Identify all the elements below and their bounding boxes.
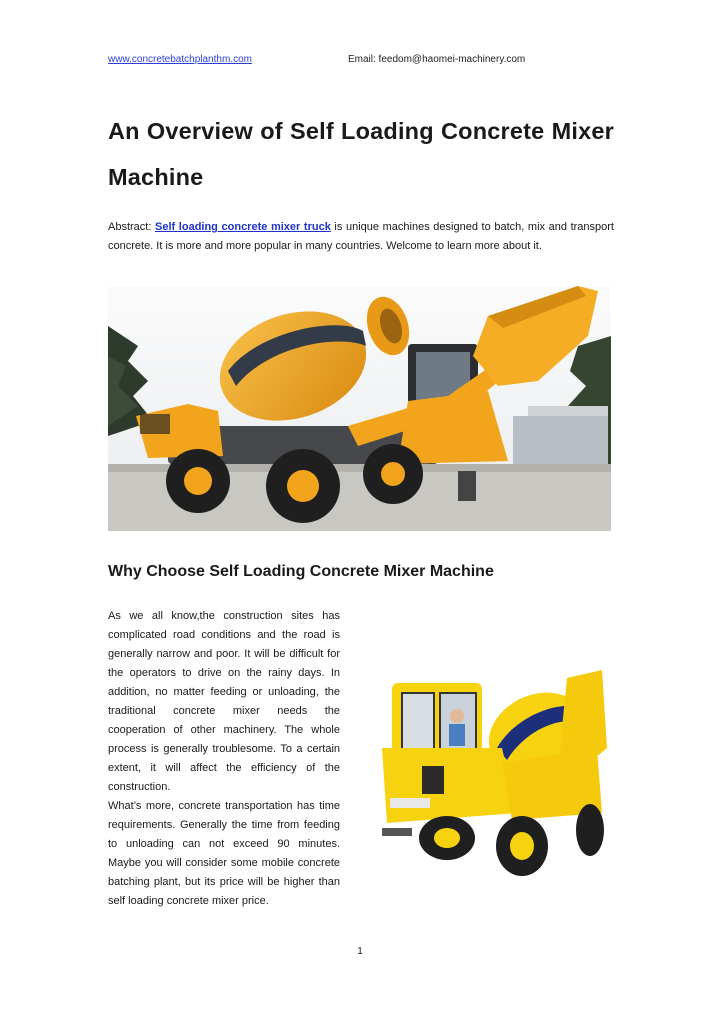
section-body [108, 607, 340, 911]
abstract-text: is unique machines designed to batch, mix and transport concrete. It is more and more popular in many countries. Welcome to learn more about it. [108, 221, 614, 252]
side-mixer-image [352, 598, 620, 892]
wheel-icon [496, 816, 548, 876]
website-link[interactable]: www.concretebatchplanthm.com [108, 54, 252, 65]
wheel-icon [166, 449, 230, 513]
body-paragraph: What’s more, concrete transportation has time requirements. Generally the time from feeding to unloading can not exceed 90 minutes. Maybe you will consider some mobile concrete batching plant, but its price will be higher than self loading concrete mixer price. [108, 800, 340, 907]
email-text: Email: feedom@haomei-machinery.com [348, 54, 526, 65]
abstract-prefix: Abstract: [108, 221, 156, 233]
hero-mixer-image [108, 286, 611, 531]
body-paragraph: As we all know,the construction sites has complicated road conditions and the road is generally narrow and poor. It will be difficult for the operators to drive on the rainy days. In addition, no matter feeding or unloading, the traditional concrete mixer needs the cooperation of other machinery. The whole process is generally troublesome. To a certain extent, it will affect the efficiency of the construction. [108, 610, 340, 793]
wheel-icon [266, 449, 340, 523]
page-header [108, 54, 614, 65]
page-number: 1 [357, 946, 363, 957]
wheel-icon [363, 444, 423, 504]
mixer-truck-link[interactable]: Self loading concrete mixer truck [155, 221, 331, 233]
document-title: An Overview of Self Loading Concrete Mixer Machine [108, 118, 614, 190]
wheel-icon [419, 816, 475, 860]
wheel-icon [576, 804, 604, 856]
section-heading: Why Choose Self Loading Concrete Mixer Machine [108, 563, 494, 580]
abstract-paragraph [108, 218, 614, 256]
